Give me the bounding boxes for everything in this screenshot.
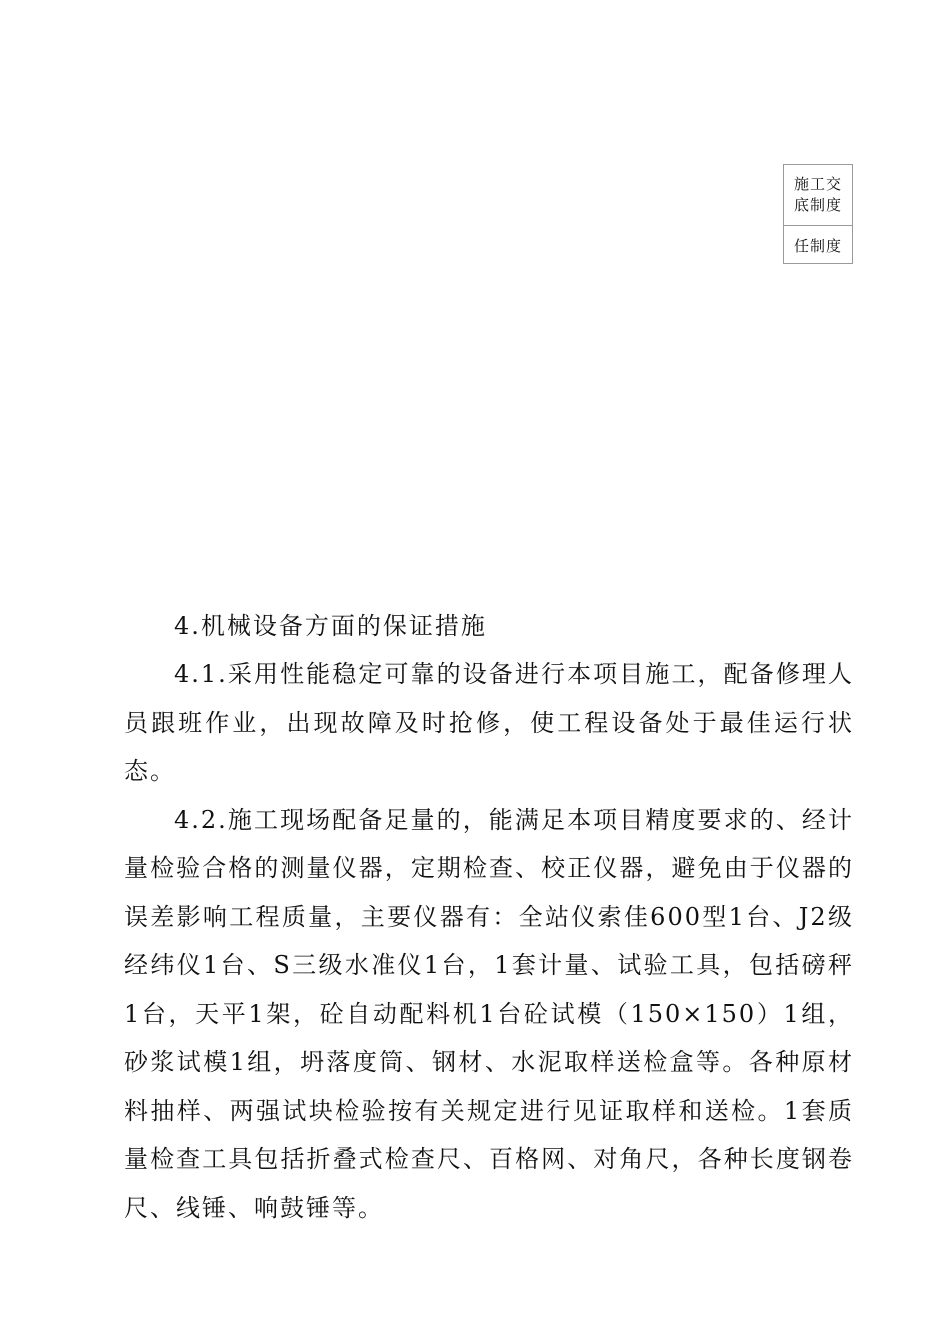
paragraph-4-1: 4.1.采用性能稳定可靠的设备进行本项目施工，配备修理人员跟班作业，出现故障及时抢修，使工程设备处于最佳运行状态。 bbox=[124, 660, 854, 785]
section-body bbox=[124, 603, 854, 1232]
paragraph-4-2: 4.2.施工现场配备足量的，能满足本项目精度要求的、经计量检验合格的测量仪器，定期检查、校正仪器，避免由于仪器的误差影响工程质量，主要仪器有：全站仪索佳600型1台、J2级经纬仪1台、S三级水准仪1台，1套计量、试验工具，包括磅秤1台，天平1架，砼自动配料机1台砼试模（150×150）1组，砂浆试模1组，坍落度筒、钢材、水泥取样送检盒等。各种原材料抽样、两强试块检验按有关规定进行见证取样和送检。1套质量检查工具包括折叠式检查尺、百格网、对角尺，各种长度钢卷尺、线锤、响鼓锤等。 bbox=[124, 805, 854, 1222]
side-table-bottom-cell bbox=[784, 226, 852, 264]
side-table-bottom-text: 任制度 bbox=[793, 236, 842, 255]
side-table-top-line1: 施工交 bbox=[793, 175, 842, 193]
side-table-top-cell bbox=[784, 165, 852, 226]
side-table bbox=[783, 164, 853, 264]
side-table-top-line2: 底制度 bbox=[793, 196, 842, 214]
section-heading: 4.机械设备方面的保证措施 bbox=[174, 612, 487, 640]
